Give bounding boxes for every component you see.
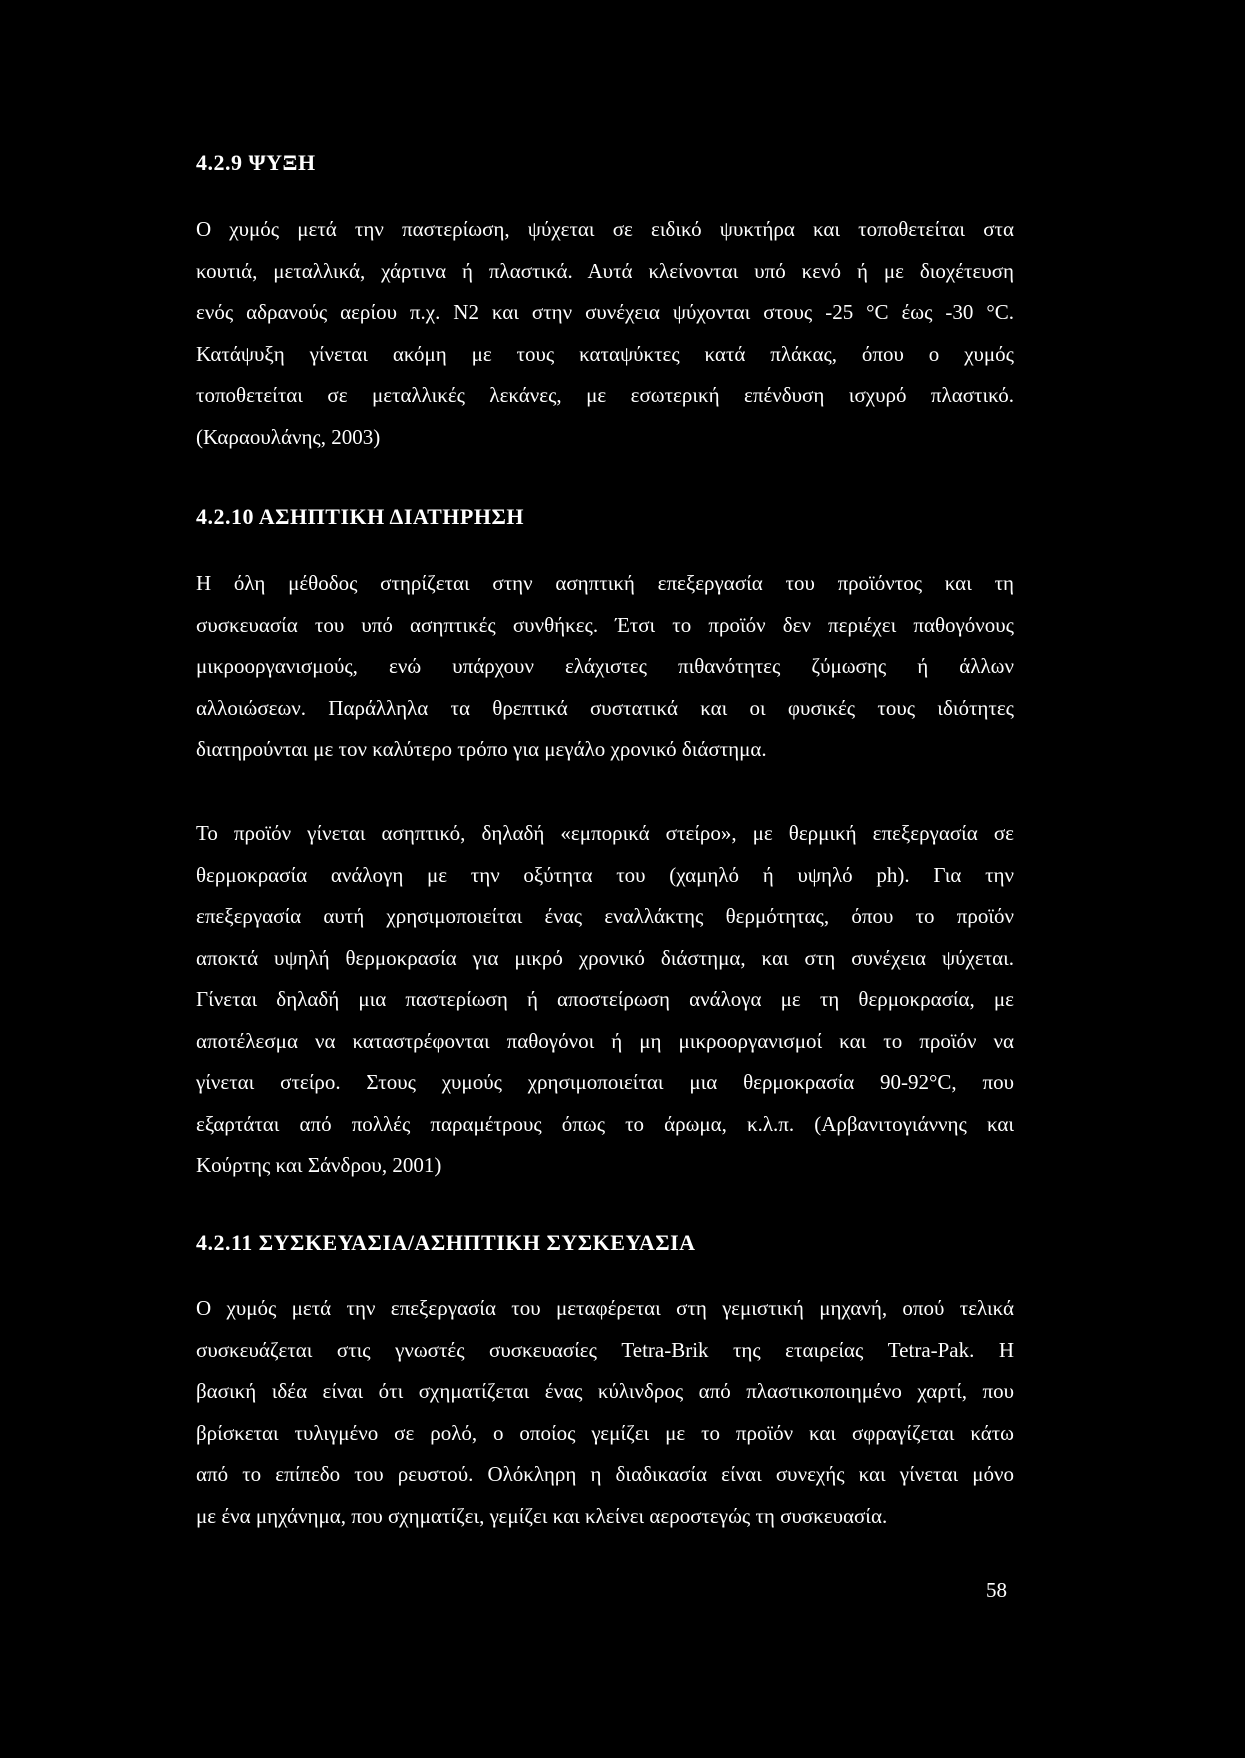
text-line: βρίσκεται τυλιγμένο σε ρολό, ο οποίος γεμίζει με το προϊόν και σφραγίζεται κάτω xyxy=(196,1420,1014,1445)
text-line: Ο χυμός μετά την παστερίωση, ψύχεται σε ειδικό ψυκτήρα και τοποθετείται στα xyxy=(196,217,1014,241)
text-line: Κατάψυξη γίνεται ακόμη με τους καταψύκτες κατά πλάκας, όπου ο χυμός xyxy=(196,341,1014,366)
text-line: Κούρτης και Σάνδρου, 2001) xyxy=(196,1153,442,1177)
section-heading-packaging: 4.2.11 ΣΥΣΚΕΥΑΣΙΑ/ΑΣΗΠΤΙΚΗ ΣΥΣΚΕΥΑΣΙΑ xyxy=(196,1230,696,1255)
text-line: αποτέλεσμα να καταστρέφονται παθογόνοι ή μη μικροοργανισμοί και το προϊόν να xyxy=(196,1028,1014,1053)
paragraph-cooling xyxy=(196,209,1014,458)
text-line: θερμοκρασία ανάλογη με την οξύτητα του (χαμηλό ή υψηλό ph). Για την xyxy=(196,862,1014,887)
page-number: 58 xyxy=(986,1578,1007,1602)
text-line: Η όλη μέθοδος στηρίζεται στην ασηπτική επεξεργασία του προϊόντος και τη xyxy=(196,571,1014,595)
text-line: (Καραουλάνης, 2003) xyxy=(196,424,381,449)
text-line: κουτιά, μεταλλικά, χάρτινα ή πλαστικά. Αυτά κλείνονται υπό κενό ή με διοχέτευση xyxy=(196,258,1014,283)
text-line: με ένα μηχάνημα, που σχηματίζει, γεμίζει και κλείνει αεροστεγώς τη συσκευασία. xyxy=(196,1503,888,1528)
text-line: βασική ιδέα είναι ότι σχηματίζεται ένας κύλινδρος από πλαστικοποιημένο χαρτί, που xyxy=(196,1379,1014,1403)
text-line: ενός αδρανούς αερίου π.χ. N2 και στην συνέχεια ψύχονται στους -25 °C έως -30 °C. xyxy=(196,300,1014,324)
paragraph-packaging xyxy=(196,1288,1014,1537)
text-line: Ο χυμός μετά την επεξεργασία του μεταφέρεται στη γεμιστική μηχανή, οπού τελικά xyxy=(196,1296,1014,1320)
paragraph-aseptic-method xyxy=(196,563,1014,771)
text-line: γίνεται στείρο. Στους χυμούς χρησιμοποιείται μια θερμοκρασία 90-92°C, που xyxy=(196,1070,1014,1094)
text-line: Το προϊόν γίνεται ασηπτικό, δηλαδή «εμπορικά στείρο», με θερμική επεξεργασία σε xyxy=(196,821,1014,845)
text-line: συσκευασία του υπό ασηπτικές συνθήκες. Έτσι το προϊόν δεν περιέχει παθογόνους xyxy=(196,612,1014,637)
paragraph-aseptic-process xyxy=(196,813,1014,1187)
section-heading-cooling: 4.2.9 ΨΥΞΗ xyxy=(196,150,316,175)
section-heading-aseptic-preservation: 4.2.10 ΑΣΗΠΤΙΚΗ ΔΙΑΤΗΡΗΣΗ xyxy=(196,504,524,529)
text-line: εξαρτάται από πολλές παραμέτρους όπως το άρωμα, κ.λ.π. (Αρβανιτογιάννης και xyxy=(196,1111,1014,1136)
text-line: από το επίπεδο του ρευστού. Ολόκληρη η διαδικασία είναι συνεχής και γίνεται μόνο xyxy=(196,1462,1014,1486)
text-line: διατηρούνται με τον καλύτερο τρόπο για μεγάλο χρονικό διάστημα. xyxy=(196,737,767,761)
text-line: αποκτά υψηλή θερμοκρασία για μικρό χρονικό διάστημα, και στη συνέχεια ψύχεται. xyxy=(196,945,1014,970)
text-line: τοποθετείται σε μεταλλικές λεκάνες, με εσωτερική επένδυση ισχυρό πλαστικό. xyxy=(196,383,1014,407)
text-line: μικροοργανισμούς, ενώ υπάρχουν ελάχιστες πιθανότητες ζύμωσης ή άλλων xyxy=(196,654,1014,678)
text-line: συσκευάζεται στις γνωστές συσκευασίες Tetra-Brik της εταιρείας Tetra-Pak. Η xyxy=(196,1337,1014,1362)
text-line: επεξεργασία αυτή χρησιμοποιείται ένας εναλλάκτης θερμότητας, όπου το προϊόν xyxy=(196,904,1014,928)
text-line: Γίνεται δηλαδή μια παστερίωση ή αποστείρωση ανάλογα με τη θερμοκρασία, με xyxy=(196,987,1014,1011)
text-line: αλλοιώσεων. Παράλληλα τα θρεπτικά συστατικά και οι φυσικές τους ιδιότητες xyxy=(196,695,1014,720)
